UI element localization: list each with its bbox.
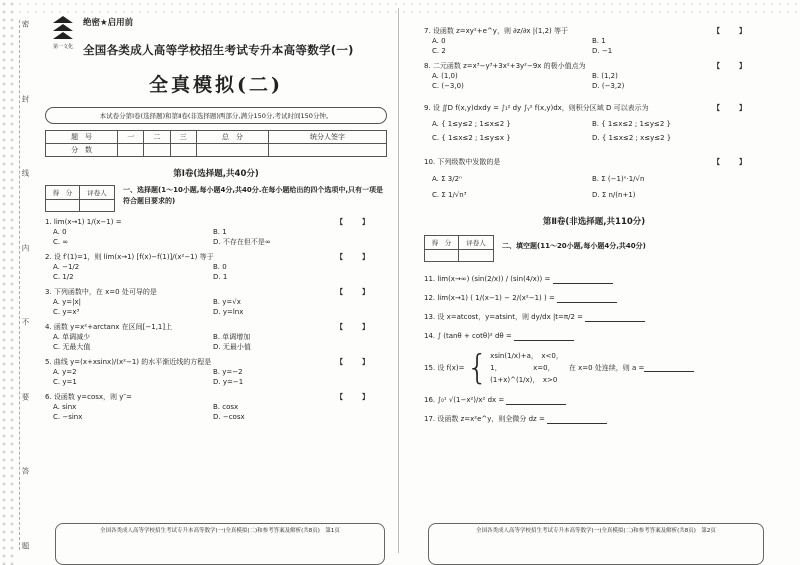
option-c: C. −sinx (53, 413, 83, 421)
option-d: D. −cosx (213, 413, 245, 421)
question-4 (45, 322, 387, 352)
option-d: D. y=−1 (213, 378, 244, 386)
fill-question-12 (424, 293, 764, 303)
option-c: C. { 1≤x≤2 ; 1≤y≤x } (432, 134, 511, 142)
answer-bracket[interactable]: 【 】 (713, 62, 752, 70)
question-6 (45, 392, 387, 422)
option-a: A. { 1≤y≤2 ; 1≤x≤2 } (432, 120, 511, 128)
answer-blank[interactable] (644, 365, 694, 372)
question-stem: 8. 二元函数 z=x³−y³+3x²+3y²−9x 的极小值点为 (424, 62, 586, 70)
question-5 (45, 357, 387, 387)
answer-bracket[interactable]: 【 】 (336, 253, 375, 261)
score-table-score-row (46, 144, 387, 157)
fill-stem: 14. ∫ (tanθ + cotθ)² dθ = (424, 332, 512, 340)
part1-title: 第Ⅰ卷(选择题,共40分) (173, 169, 259, 179)
option-b: B. { 1≤x≤2 ; 1≤y≤2 } (592, 120, 671, 128)
option-d: D. 不存在但不是∞ (213, 238, 271, 246)
grader-person-label: 评卷人 (466, 239, 486, 247)
fill-stem: 16. ∫₀¹ √(1−x²)/x² dx = (424, 396, 505, 404)
option-d: D. −1 (592, 47, 613, 55)
case-1: xsin(1/x)+a， x<0， (490, 352, 563, 360)
question-stem: 9. 设 ∬D f(x,y)dxdy = ∫₁² dy ∫ᵧ² f(x,y)dx，则积分区域 D 可以表示为 (424, 104, 649, 112)
seal-char: 题 (21, 541, 30, 550)
seal-line (19, 20, 31, 550)
option-a: A. 0 (432, 37, 446, 45)
question-1 (45, 217, 387, 247)
answer-blank[interactable] (557, 296, 617, 303)
fill-stem: 17. 设函数 z=x²e^y，则全微分 dz = (424, 415, 545, 423)
option-b: B. (1,2) (592, 72, 618, 80)
answer-blank[interactable] (514, 334, 574, 341)
question-stem: 5. 曲线 y=(x+xsinx)/(x²−1) 的水平渐近线的方程是 (45, 358, 212, 366)
option-b: B. 单调增加 (213, 333, 251, 341)
score-table (45, 130, 387, 157)
exam-subtitle: 全真模拟(二) (149, 74, 283, 96)
case-2: 1， x=0， (490, 364, 555, 372)
answer-blank[interactable] (585, 315, 645, 322)
score-cell (170, 144, 196, 157)
part2-title: 第Ⅱ卷(非选择题,共110分) (542, 217, 646, 227)
option-c: C. ∞ (53, 238, 69, 246)
option-c: C. 2 (432, 47, 446, 55)
page-fold-line (398, 8, 399, 553)
question-stem: 6. 设函数 y=cosx，则 y″= (45, 393, 132, 401)
seal-char: 线 (21, 169, 30, 178)
question-stem: 7. 设函数 z=xy²+e^y，则 ∂z/∂x |(1,2) 等于 (424, 27, 568, 35)
answer-bracket[interactable]: 【 】 (336, 288, 375, 296)
piecewise-cases (490, 350, 563, 386)
answer-bracket[interactable]: 【 】 (713, 27, 752, 35)
grader-box (45, 185, 115, 212)
option-d: D. 无最小值 (213, 343, 251, 351)
score-cell (118, 144, 144, 157)
answer-bracket[interactable]: 【 】 (336, 218, 375, 226)
question-stem: 2. 设 f′(1)=1，则 lim(x→1) [f(x)−f(1)]/(x²−1) 等于 (45, 253, 214, 261)
option-b: B. 1 (213, 228, 227, 236)
option-d: D. (−3,2) (592, 82, 625, 90)
option-c: C. Σ 1/√n³ (432, 191, 467, 199)
option-b: B. Σ (−1)ⁿ·1/√n (592, 175, 645, 183)
score-cell: 分 数 (46, 144, 118, 157)
option-a: A. y=|x| (53, 298, 81, 306)
question-2 (45, 252, 387, 282)
option-a: A. −1/2 (53, 263, 80, 271)
option-b: B. y=√x (213, 298, 241, 306)
grader-score-label: 得 分 (425, 236, 459, 249)
seal-char: 内 (21, 243, 30, 252)
score-cell: 题 号 (46, 131, 118, 144)
section2-intro-block (424, 235, 764, 262)
fill-question-13 (424, 312, 764, 322)
question-stem: 3. 下列函数中，在 x=0 处可导的是 (45, 288, 157, 296)
left-page (45, 10, 387, 422)
left-footer: 全国各类成人高等学校招生考试专升本高等数学(一)全真模拟(二)和参考答案及解析(共8页) 第1页 (55, 523, 385, 565)
question-9 (424, 103, 764, 145)
option-a: A. 单调减少 (53, 333, 91, 341)
score-cell (144, 144, 170, 157)
option-b: B. cosx (213, 403, 239, 411)
option-d: D. Σ n/(n+1) (592, 191, 636, 199)
option-a: A. Σ 3/2ⁿ (432, 175, 462, 183)
score-cell (196, 144, 268, 157)
score-cell: 二 (144, 131, 170, 144)
option-a: A. (1,0) (432, 72, 458, 80)
fill-question-16 (424, 395, 764, 405)
option-d: D. 1 (213, 273, 228, 281)
answer-blank[interactable] (547, 417, 607, 424)
fill-question-15 (424, 350, 764, 386)
brace-symbol: { (466, 348, 489, 388)
seal-char: 密 (21, 20, 30, 29)
exam-header (45, 10, 387, 60)
option-a: A. sinx (53, 403, 77, 411)
seal-char: 封 (21, 94, 30, 103)
score-cell: 总 分 (196, 131, 268, 144)
case-3: (1+x)^(1/x)， x>0 (490, 376, 558, 384)
logo-text: 第一文化 (52, 44, 74, 50)
option-c: C. y=x³ (53, 308, 80, 316)
right-page (424, 10, 764, 424)
score-cell: 一 (118, 131, 144, 144)
seal-char: 答 (21, 467, 30, 476)
secret-label: 绝密★启用前 (83, 18, 134, 28)
question-stem: 4. 函数 y=x²+arctanx 在区间[−1,1]上 (45, 323, 173, 331)
fill-question-11 (424, 274, 764, 284)
option-d: D. { 1≤x≤2 ; x≤y≤2 } (592, 134, 672, 142)
option-c: C. y=1 (53, 378, 77, 386)
seal-char: 要 (21, 392, 30, 401)
fill-stem: 15. 设 f(x)= (424, 364, 465, 372)
fill-question-17 (424, 414, 764, 424)
answer-blank[interactable] (506, 398, 566, 405)
answer-bracket[interactable]: 【 】 (336, 323, 375, 331)
grader-score-label: 得 分 (46, 186, 80, 199)
section1-intro-block (45, 185, 387, 212)
fill-stem: 12. lim(x→1) ( 1/(x−1) − 2/(x²−1) ) = (424, 294, 555, 302)
question-stem: 10. 下列级数中发散的是 (424, 158, 501, 166)
answer-bracket[interactable]: 【 】 (336, 358, 375, 366)
question-3 (45, 287, 387, 317)
perforation-strip (0, 0, 16, 565)
score-cell (268, 144, 386, 157)
grader-box (424, 235, 494, 262)
option-a: A. y=2 (53, 368, 77, 376)
option-d: D. y=lnx (213, 308, 244, 316)
option-c: C. (−3,0) (432, 82, 464, 90)
score-cell: 统分人签字 (268, 131, 386, 144)
option-c: C. 1/2 (53, 273, 74, 281)
fill-stem: 13. 设 x=atcost，y=atsint，则 dy/dx |t=π/2 = (424, 313, 584, 321)
option-c: C. 无最大值 (53, 343, 91, 351)
grader-person-label: 评卷人 (87, 189, 107, 197)
fill-suffix: 在 x=0 处连续，则 a = (568, 364, 645, 372)
option-b: B. 1 (592, 37, 606, 45)
score-table-header-row (46, 131, 387, 144)
option-b: B. 0 (213, 263, 227, 271)
answer-bracket[interactable]: 【 】 (713, 158, 752, 166)
section1-intro: 一、选择题(1～10小题,每小题4分,共40分.在每小题给出的四个选项中,只有一项是符合题目要求的) (123, 186, 384, 205)
answer-blank[interactable] (553, 277, 613, 284)
fill-question-14 (424, 331, 764, 341)
fill-stem: 11. lim(x→∞) (sin(2/x)) / (sin(4/x)) = (424, 275, 551, 283)
exam-notice: 本试卷分第Ⅰ卷(选择题)和第Ⅱ卷(非选择题)两部分,满分150分,考试时间150分钟。 (45, 107, 387, 124)
answer-bracket[interactable]: 【 】 (713, 104, 752, 112)
question-7 (424, 26, 764, 56)
exam-title: 全国各类成人高等学校招生考试专升本高等数学(一) (83, 43, 354, 57)
question-10 (424, 157, 764, 203)
score-cell: 三 (170, 131, 196, 144)
option-b: B. y=−2 (213, 368, 243, 376)
publisher-logo-icon (51, 14, 75, 52)
section2-intro: 二、填空题(11～20小题,每小题4分,共40分) (502, 242, 646, 250)
answer-bracket[interactable]: 【 】 (336, 393, 375, 401)
question-8 (424, 61, 764, 91)
seal-char: 不 (21, 318, 30, 327)
question-stem: 1. lim(x→1) 1/(x−1) = (45, 218, 122, 226)
option-a: A. 0 (53, 228, 67, 236)
right-footer: 全国各类成人高等学校招生考试专升本高等数学(一)全真模拟(二)和参考答案及解析(共8页) 第2页 (428, 523, 764, 565)
